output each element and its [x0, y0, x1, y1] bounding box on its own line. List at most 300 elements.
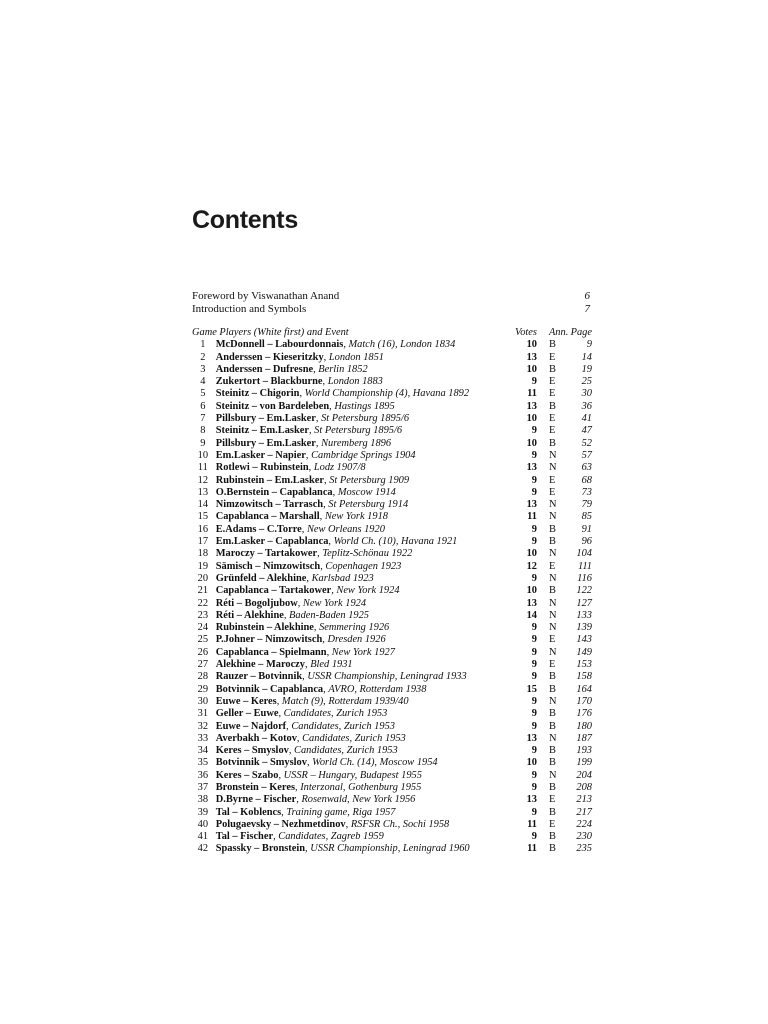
game-annotation: B [548, 339, 556, 351]
game-votes: 10 [526, 585, 537, 597]
game-players: Sämisch – Nimzowitsch [215, 560, 321, 572]
game-votes: 9 [531, 659, 537, 671]
game-number: 15 [197, 511, 209, 523]
game-separator: , [273, 831, 279, 843]
front-matter-label: Foreword by Viswanathan Anand [192, 290, 340, 302]
game-page: 52 [581, 437, 592, 449]
game-annotation: E [548, 376, 556, 388]
game-players: Pillsbury – Em.Lasker [215, 413, 316, 425]
game-annotation: B [548, 720, 556, 732]
game-row[interactable] [190, 352, 592, 364]
game-event: St Petersburg 1909 [329, 474, 410, 486]
game-separator: , [315, 413, 322, 425]
game-annotation: N [548, 769, 557, 781]
game-annotation: B [548, 523, 556, 535]
game-annotation: B [548, 585, 556, 597]
game-annotation: B [548, 708, 556, 720]
game-cell [216, 610, 507, 622]
game-row[interactable] [190, 561, 592, 573]
game-event: Cambridge Springs 1904 [311, 449, 416, 461]
front-matter-list [192, 290, 590, 316]
game-number: 26 [197, 646, 209, 658]
game-row[interactable] [190, 634, 592, 646]
game-annotation: E [548, 486, 556, 498]
game-players: P.Johner – Nimzowitsch [215, 634, 323, 646]
game-event: St Petersburg 1895/6 [321, 413, 410, 425]
game-page: 176 [576, 708, 592, 720]
game-players: O.Bernstein – Capablanca [215, 486, 333, 498]
game-separator: , [326, 646, 332, 658]
game-page: 187 [576, 732, 592, 744]
game-annotation: B [548, 437, 556, 449]
game-players: Em.Lasker – Napier [215, 449, 306, 461]
game-row[interactable] [190, 610, 592, 622]
game-annotation: E [548, 351, 556, 363]
game-row[interactable] [190, 721, 592, 733]
game-separator: , [332, 486, 338, 498]
game-cell [216, 388, 507, 400]
game-players: Pillsbury – Em.Lasker [215, 437, 316, 449]
game-number: 27 [197, 659, 209, 671]
game-votes: 9 [531, 523, 537, 535]
game-row[interactable] [190, 475, 592, 487]
game-number: 4 [200, 376, 206, 388]
game-annotation: B [548, 831, 556, 843]
game-players: Steinitz – Chigorin [215, 388, 300, 400]
game-annotation: N [548, 732, 557, 744]
game-event: London 1851 [328, 351, 384, 363]
game-players: Spassky – Bronstein [215, 843, 306, 855]
game-players: Capablanca – Tartakower [215, 585, 332, 597]
game-event: Moscow 1914 [337, 486, 396, 498]
game-players: Keres – Smyslov [215, 745, 289, 757]
game-cell [216, 524, 507, 536]
game-cell [216, 585, 507, 597]
game-number: 30 [197, 695, 209, 707]
game-players: D.Byrne – Fischer [215, 794, 297, 806]
game-page: 57 [581, 449, 592, 461]
game-separator: , [305, 843, 311, 855]
game-players: Tal – Koblencs [215, 806, 282, 818]
game-page: 14 [581, 351, 592, 363]
game-page: 47 [581, 425, 592, 437]
game-cell [216, 561, 507, 573]
game-separator: , [286, 720, 292, 732]
game-row[interactable] [190, 819, 592, 831]
game-page: 111 [577, 560, 592, 572]
game-page: 91 [581, 523, 592, 535]
game-annotation: B [548, 806, 556, 818]
game-cell [216, 745, 507, 757]
game-votes: 11 [527, 843, 537, 855]
game-cell [216, 684, 507, 696]
game-cell [216, 499, 507, 511]
game-number: 19 [197, 560, 209, 572]
game-number: 20 [197, 572, 209, 584]
game-votes: 9 [531, 449, 537, 461]
game-page: 127 [576, 597, 592, 609]
game-players: Averbakh – Kotov [215, 732, 297, 744]
game-page: 19 [581, 363, 592, 375]
game-cell [216, 376, 507, 388]
game-row[interactable] [190, 622, 592, 634]
game-annotation: E [548, 413, 556, 425]
game-row[interactable] [190, 425, 592, 437]
game-page: 25 [581, 376, 592, 388]
game-separator: , [323, 683, 329, 695]
game-annotation: N [548, 449, 557, 461]
game-number: 31 [197, 708, 209, 720]
game-votes: 13 [526, 400, 537, 412]
game-annotation: B [548, 781, 556, 793]
game-cell [216, 659, 507, 671]
game-row[interactable] [190, 585, 592, 597]
game-row[interactable] [190, 511, 592, 523]
game-number: 23 [197, 609, 209, 621]
game-row[interactable] [190, 708, 592, 720]
game-votes: 10 [526, 339, 537, 351]
game-number: 13 [197, 486, 209, 498]
game-players: Capablanca – Marshall [215, 511, 320, 523]
game-separator: , [313, 622, 320, 634]
game-number: 39 [197, 806, 209, 818]
game-cell [216, 634, 507, 646]
game-row[interactable] [190, 376, 592, 388]
game-annotation: B [548, 745, 556, 757]
game-players: Nimzowitsch – Tarrasch [215, 499, 324, 511]
game-event: Copenhagen 1923 [325, 560, 402, 572]
game-votes: 9 [531, 671, 537, 683]
game-page: 164 [576, 683, 592, 695]
game-separator: , [313, 363, 319, 375]
game-votes: 9 [531, 806, 537, 818]
game-cell [216, 339, 507, 351]
game-separator: , [301, 523, 307, 535]
game-row[interactable] [190, 339, 592, 351]
game-event: Match (16), London 1834 [348, 339, 456, 351]
game-number: 28 [197, 671, 209, 683]
game-votes: 13 [526, 462, 537, 474]
game-cell [216, 425, 507, 437]
game-players: Zukertort – Blackburne [215, 376, 323, 388]
games-table-header [190, 327, 592, 339]
game-cell [216, 733, 507, 745]
game-row[interactable] [190, 462, 592, 474]
game-votes: 9 [531, 695, 537, 707]
game-cell [216, 511, 507, 523]
game-votes: 9 [531, 634, 537, 646]
game-row[interactable] [190, 438, 592, 450]
game-cell [216, 364, 507, 376]
game-votes: 9 [531, 831, 537, 843]
game-event: New York 1927 [331, 646, 395, 658]
game-cell [216, 794, 507, 806]
game-separator: , [315, 437, 322, 449]
game-row[interactable] [190, 647, 592, 659]
game-cell [216, 548, 507, 560]
game-event: World Ch. (14), Moscow 1954 [312, 757, 438, 769]
game-row[interactable] [190, 671, 592, 683]
game-row[interactable] [190, 770, 592, 782]
game-page: 158 [576, 671, 592, 683]
game-annotation: E [548, 388, 556, 400]
game-row[interactable] [190, 573, 592, 585]
game-row[interactable] [190, 843, 592, 855]
front-matter-page: 7 [584, 303, 590, 315]
game-cell [216, 671, 507, 683]
game-votes: 9 [531, 646, 537, 658]
game-event: World Ch. (10), Havana 1921 [333, 536, 458, 548]
game-separator: , [306, 572, 312, 584]
game-page: 143 [576, 634, 592, 646]
game-separator: , [328, 536, 334, 548]
header-game: Game Players (White first) and Event [192, 327, 349, 338]
game-number: 38 [197, 794, 209, 806]
game-cell [216, 536, 507, 548]
game-votes: 12 [526, 560, 537, 572]
game-annotation: B [548, 400, 556, 412]
game-annotation: N [548, 646, 557, 658]
game-votes: 13 [526, 597, 537, 609]
game-players: Rubinstein – Em.Lasker [215, 474, 324, 486]
game-number: 6 [200, 400, 206, 412]
game-players: Euwe – Najdorf [215, 720, 287, 732]
game-event: Semmering 1926 [319, 622, 390, 634]
game-event: Baden-Baden 1925 [289, 609, 369, 621]
game-event: World Championship (4), Havana 1892 [304, 388, 470, 400]
game-annotation: E [548, 818, 556, 830]
game-event: Karlsbad 1923 [311, 572, 374, 584]
game-separator: , [345, 818, 351, 830]
games-table [190, 327, 592, 856]
game-number: 24 [197, 622, 209, 634]
game-event: Hastings 1895 [334, 400, 395, 412]
game-cell [216, 401, 507, 413]
game-event: Candidates, Zurich 1953 [291, 720, 395, 732]
game-row[interactable] [190, 499, 592, 511]
game-event: Rosenwald, New York 1956 [301, 794, 416, 806]
games-table-body [190, 339, 592, 855]
game-page: 96 [581, 536, 592, 548]
game-row[interactable] [190, 487, 592, 499]
game-event: Match (9), Rotterdam 1939/40 [281, 695, 409, 707]
game-page: 79 [581, 499, 592, 511]
game-separator: , [297, 597, 303, 609]
game-event: London 1883 [327, 376, 383, 388]
game-votes: 9 [531, 425, 537, 437]
front-matter-page: 6 [584, 290, 590, 302]
game-cell [216, 462, 507, 474]
game-event: USSR – Hungary, Budapest 1955 [283, 769, 422, 781]
game-event: New Orleans 1920 [306, 523, 385, 535]
game-separator: , [317, 548, 323, 560]
game-cell [216, 721, 507, 733]
game-cell [216, 438, 507, 450]
game-separator: , [283, 609, 290, 621]
game-players: Rauzer – Botvinnik [215, 671, 303, 683]
game-votes: 11 [527, 388, 537, 400]
game-votes: 9 [531, 376, 537, 388]
page-title: Contents [192, 206, 298, 234]
game-annotation: N [548, 622, 557, 634]
game-number: 37 [197, 781, 209, 793]
game-cell [216, 843, 507, 855]
game-annotation: B [548, 683, 556, 695]
game-row[interactable] [190, 794, 592, 806]
game-number: 7 [200, 413, 206, 425]
game-event: Berlin 1852 [318, 363, 368, 375]
game-number: 17 [197, 536, 209, 548]
game-row[interactable] [190, 548, 592, 560]
game-row[interactable] [190, 831, 592, 843]
game-separator: , [323, 351, 329, 363]
header-page: Page [570, 327, 592, 338]
game-annotation: N [548, 499, 557, 511]
game-separator: , [276, 695, 282, 707]
game-separator: , [278, 769, 284, 781]
game-votes: 10 [526, 548, 537, 560]
game-row[interactable] [190, 807, 592, 819]
game-separator: , [319, 511, 325, 523]
game-votes: 9 [531, 486, 537, 498]
game-page: 63 [581, 462, 592, 474]
game-players: Maroczy – Tartakower [215, 548, 318, 560]
game-row[interactable] [190, 413, 592, 425]
game-number: 10 [197, 449, 209, 461]
game-cell [216, 622, 507, 634]
game-number: 34 [197, 745, 209, 757]
game-votes: 10 [526, 413, 537, 425]
game-votes: 9 [531, 572, 537, 584]
game-separator: , [322, 376, 328, 388]
game-votes: 9 [531, 622, 537, 634]
game-votes: 9 [531, 769, 537, 781]
game-separator: , [343, 339, 349, 351]
game-annotation: E [548, 794, 556, 806]
game-players: Tal – Fischer [215, 831, 274, 843]
game-row[interactable] [190, 757, 592, 769]
game-number: 21 [197, 585, 209, 597]
game-page: 224 [576, 818, 592, 830]
game-separator: , [299, 388, 305, 400]
game-votes: 9 [531, 720, 537, 732]
game-separator: , [281, 806, 287, 818]
front-matter-item[interactable] [192, 303, 590, 316]
game-number: 42 [197, 843, 209, 855]
game-event: AVRO, Rotterdam 1938 [328, 683, 427, 695]
game-annotation: N [548, 695, 557, 707]
game-event: Bled 1931 [310, 659, 353, 671]
game-row[interactable] [190, 598, 592, 610]
game-separator: , [305, 449, 312, 461]
game-annotation: E [548, 474, 556, 486]
game-players: Polugaevsky – Nezhmetdinov [215, 818, 346, 830]
game-row[interactable] [190, 782, 592, 794]
game-cell [216, 819, 507, 831]
game-page: 230 [576, 831, 592, 843]
front-matter-item[interactable] [192, 290, 590, 303]
game-separator: , [296, 732, 303, 744]
game-page: 199 [576, 757, 592, 769]
game-row[interactable] [190, 401, 592, 413]
game-number: 14 [197, 499, 209, 511]
game-page: 193 [576, 745, 592, 757]
game-separator: , [308, 425, 315, 437]
game-players: Geller – Euwe [215, 708, 279, 720]
game-row[interactable] [190, 388, 592, 400]
game-page: 116 [577, 572, 592, 584]
game-number: 33 [197, 732, 209, 744]
game-row[interactable] [190, 364, 592, 376]
game-separator: , [288, 745, 295, 757]
game-page: 213 [576, 794, 592, 806]
game-event: Candidates, Zurich 1953 [283, 708, 388, 720]
game-players: Euwe – Keres [215, 695, 277, 707]
game-event: Candidates, Zurich 1953 [294, 745, 398, 757]
game-row[interactable] [190, 745, 592, 757]
game-event: New York 1918 [324, 511, 388, 523]
game-event: St Petersburg 1895/6 [314, 425, 403, 437]
game-players: Alekhine – Maroczy [215, 659, 305, 671]
game-players: E.Adams – C.Torre [215, 523, 302, 535]
game-cell [216, 770, 507, 782]
game-page: 36 [581, 400, 592, 412]
game-votes: 9 [531, 781, 537, 793]
game-votes: 9 [531, 708, 537, 720]
game-votes: 13 [526, 351, 537, 363]
game-page: 170 [576, 695, 592, 707]
game-players: Keres – Szabo [215, 769, 279, 781]
game-row[interactable] [190, 524, 592, 536]
game-event: Candidates, Zagreb 1959 [278, 831, 384, 843]
game-event: Teplitz-Schönau 1922 [322, 548, 413, 560]
game-annotation: N [548, 511, 557, 523]
game-votes: 13 [526, 732, 537, 744]
game-votes: 11 [527, 511, 537, 523]
game-annotation: B [548, 363, 556, 375]
game-votes: 11 [527, 818, 537, 830]
game-players: Steinitz – Em.Lasker [215, 425, 309, 437]
game-number: 3 [200, 363, 206, 375]
game-row[interactable] [190, 536, 592, 548]
game-page: 204 [576, 769, 592, 781]
game-annotation: N [548, 597, 557, 609]
game-players: Em.Lasker – Capablanca [215, 536, 329, 548]
game-number: 2 [200, 351, 206, 363]
game-row[interactable] [190, 450, 592, 462]
game-page: 73 [581, 486, 592, 498]
game-event: RSFSR Ch., Sochi 1958 [350, 818, 450, 830]
game-annotation: N [548, 609, 557, 621]
game-annotation: B [548, 843, 556, 855]
game-page: 208 [576, 781, 592, 793]
game-event: Nuremberg 1896 [321, 437, 392, 449]
game-annotation: E [548, 634, 556, 646]
game-players: Botvinnik – Smyslov [215, 757, 307, 769]
game-row[interactable] [190, 733, 592, 745]
game-players: Réti – Alekhine [215, 609, 284, 621]
game-row[interactable] [190, 659, 592, 671]
game-separator: , [323, 474, 330, 486]
game-annotation: E [548, 425, 556, 437]
game-row[interactable] [190, 696, 592, 708]
game-number: 1 [200, 339, 206, 351]
game-row[interactable] [190, 684, 592, 696]
game-votes: 10 [526, 757, 537, 769]
game-page: 180 [576, 720, 592, 732]
game-cell [216, 807, 507, 819]
game-cell [216, 696, 507, 708]
